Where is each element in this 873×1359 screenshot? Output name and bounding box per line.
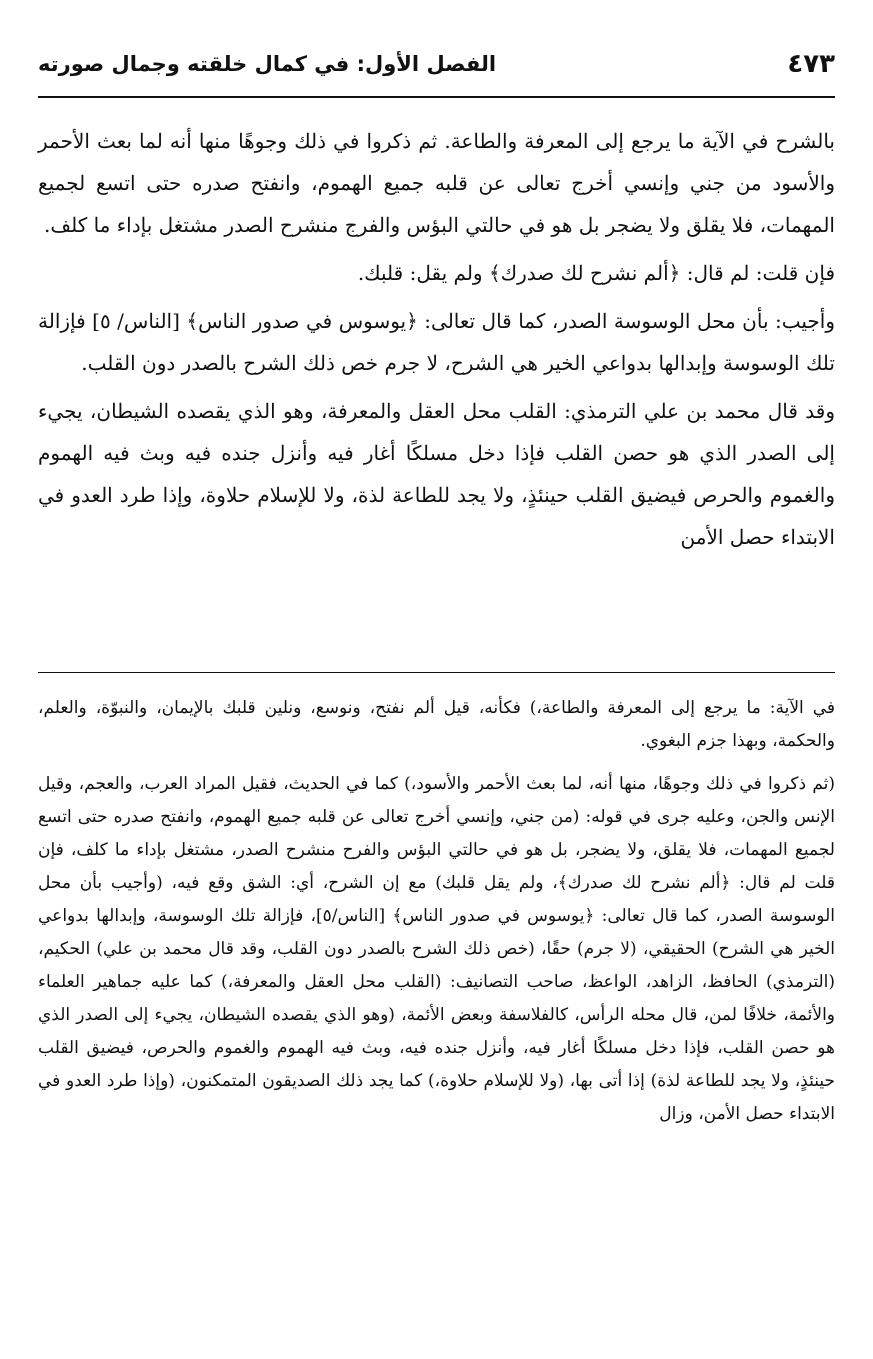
commentary-divider <box>38 672 835 673</box>
main-paragraph: وقد قال محمد بن علي الترمذي: القلب محل العقل والمعرفة، وهو الذي يقصده الشيطان، يجيء إلى الصدر الذي هو حصن القلب فإذا دخل مسلكًا أغار فيه وأنزل جنده فيه وبث فيه الهموم والغموم والحرص فيضيق القلب حينئذٍ، ولا يجد للطاعة لذة، ولا للإسلام حلاوة، وإذا طرد العدو في الابتداء حصل الأمن <box>38 399 835 549</box>
commentary-paragraph: (ثم ذكروا في ذلك وجوهًا، منها أنه، لما بعث الأحمر والأسود،) كما في الحديث، فقيل المراد العرب، والعجم، وقيل الإنس والجن، وعليه جرى في قوله: (من جني، وإنسي أخرج تعالى عن قلبه جميع الهموم، وانفتح صدره حتى اتسع لجميع المهمات، فلا يقلق، ولا يضجر، بل هو في حالتي البؤس والفرح منشرح الصدر، مشتغل بإداء ما كلف، فإن قلت لم قال: ﴿ألم نشرح لك صدرك﴾، ولم يقل قلبك) مع إن الشرح، أي: الشق وقع فيه، (وأجيب بأن محل الوسوسة الصدر، كما قال تعالى: ﴿يوسوس في صدور الناس﴾ [الناس/٥]، فإزالة تلك الوسوسة، وإبدالها بدواعي الخير هي الشرح) الحقيقي، (لا جرم) حقًا، (خص ذلك الشرح بالصدر دون القلب، وقد قال محمد بن علي) الحكيم، (الترمذي) الحافظ، الزاهد، الواعظ، صاحب التصانيف: (القلب محل العقل والمعرفة،) كما عليه جماهير العلماء والأئمة، خلافًا لمن، قال محله الرأس، كالفلاسفة وبعض الأئمة، (وهو الذي يقصده الشيطان، يجيء إلى الصدر الذي هو حصن القلب، فإذا دخل مسلكًا أغار فيه، وأنزل جنده فيه، وبث فيه الهموم والغموم والحرص، فيضيق القلب حينئذٍ، ولا يجد للطاعة لذة) إذا أتى بها، (ولا للإسلام حلاوة،) كما يجد ذلك الصديقون المتمكنون، (وإذا طرد العدو في الابتداء حصل الأمن، وزال <box>38 774 835 1124</box>
commentary-paragraph: في الآية: ما يرجع إلى المعرفة والطاعة،) فكأنه، قيل ألم نفتح، ونوسع، ونلين قلبك بالإيمان، والنبوّة، والعلم، والحكمة، وبهذا جزم البغوي. <box>38 698 835 751</box>
commentary-text <box>38 692 835 1141</box>
running-title: الفصل الأول: في كمال خلقته وجمال صورته <box>38 52 497 76</box>
main-text <box>38 120 835 564</box>
main-paragraph: فإن قلت: لم قال: ﴿ألم نشرح لك صدرك﴾ ولم يقل: قلبك. <box>357 261 835 285</box>
page-number: ٤٧٣ <box>787 49 835 79</box>
header-divider <box>38 96 835 98</box>
main-paragraph: بالشرح في الآية ما يرجع إلى المعرفة والطاعة. ثم ذكروا في ذلك وجوهًا منها أنه لما بعث الأحمر والأسود من جني وإنسي أخرج تعالى عن قلبه جميع الهموم، وانفتح صدره حتى اتسع لجميع المهمات، فلا يقلق ولا يضجر بل هو في حالتي البؤس والفرج منشرح الصدر مشتغل بإداء ما كلف. <box>38 129 836 237</box>
main-paragraph: وأجيب: بأن محل الوسوسة الصدر، كما قال تعالى: ﴿يوسوس في صدور الناس﴾ [الناس/ ٥] فإزالة تلك الوسوسة وإبدالها بدواعي الخير هي الشرح، لا جرم خص ذلك الشرح بالصدر دون القلب. <box>38 309 835 375</box>
page-header <box>38 40 835 88</box>
